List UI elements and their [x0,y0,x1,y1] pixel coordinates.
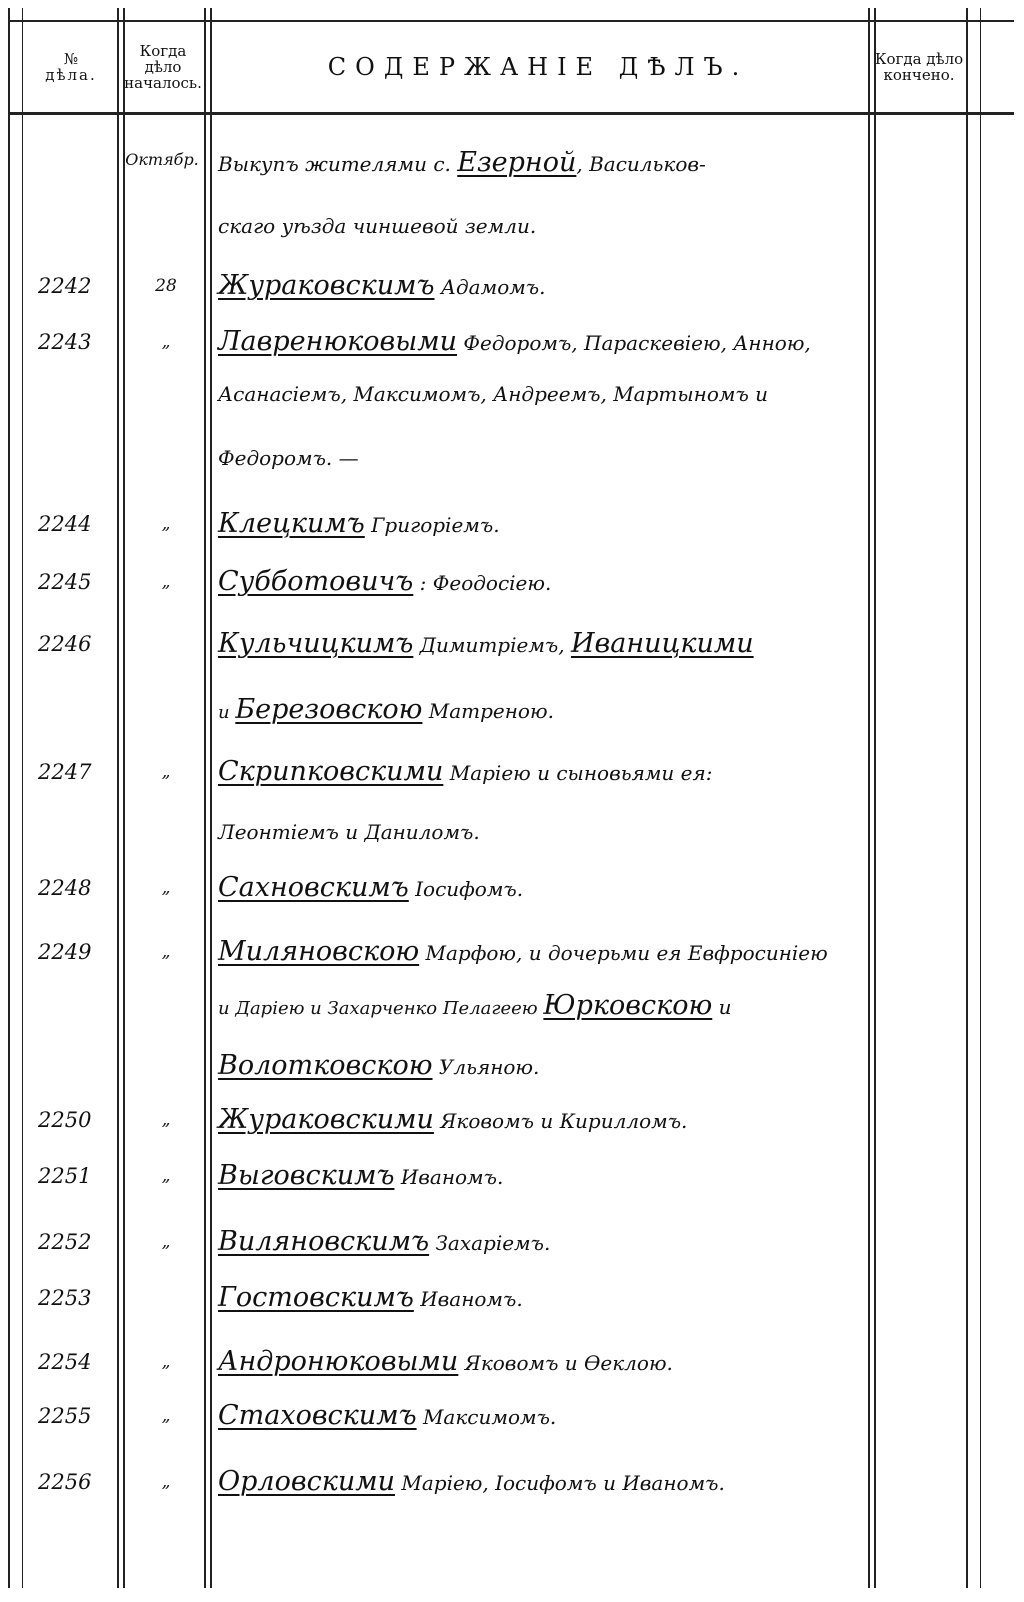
header-rule [8,112,1014,115]
entry-prefix: и [218,702,236,723]
header-number-cell [24,22,118,112]
entry-number: 2246 [38,632,92,656]
entry-surname: Виляновскимъ [218,1226,430,1257]
entry-surname: Жураковскими [218,1104,434,1135]
header-start-cell [122,22,204,112]
entry-details: и [718,995,732,1019]
entry-details: Адамомъ. [440,275,546,299]
entry-number: 2251 [38,1164,92,1188]
entry-start-date: „ [161,572,171,592]
entry-content-line [218,820,908,844]
entry-content-line [218,270,908,301]
header-end-cell [873,22,965,112]
entry-surname: Субботовичъ [218,566,414,597]
entry-start-date: „ [161,1406,171,1426]
entry-content-line [218,756,908,787]
entry-number: 2255 [38,1404,92,1428]
entry-details: Федоромъ, Параскевіею, Анною, [463,331,811,355]
entry-details: Димитріемъ, [419,633,565,657]
entry-number: 2249 [38,940,92,964]
entry-prefix: и Даріею и Захарченко Пелагеею [218,998,544,1019]
header-start-label: Когда дѣло началось. [124,42,202,92]
entry-start-date: „ [161,1232,171,1252]
intro-month: Октябр. [125,150,199,169]
entry-surname: Выговскимъ [218,1160,395,1191]
header-number-label: дѣла. [45,66,97,84]
entry-start-date: „ [161,878,171,898]
entry-start-date: „ [161,762,171,782]
entry-number: 2244 [38,512,92,536]
entry-surname: Сахновскимъ [218,872,409,903]
header-content-cell [210,22,866,112]
entry-surname: Орловскими [218,1466,395,1497]
entry-details: Захаріемъ. [435,1231,551,1255]
entry-surname: Андронюковыми [218,1346,459,1377]
entry-content-line [218,1050,908,1081]
entry-content-line [218,326,908,357]
entry-details: Максимомъ. [422,1405,557,1429]
entry-details: Маріею и сыновьями ея: [449,761,713,785]
entry-details: Матреною. [428,699,554,723]
entry-content-line [218,990,908,1021]
entry-details: Марфою, и дочерьми ея Евфросиніею [425,941,828,965]
entry-details: Федоромъ. — [218,446,359,470]
right-border [980,8,981,1588]
entry-surname: Лавренюковыми [218,326,458,357]
entry-content-line [218,446,908,470]
divider-start-content [204,8,212,1588]
entry-surname: Гостовскимъ [218,1282,414,1313]
entry-details: Иваномъ. [400,1165,504,1189]
left-inner-border [22,8,23,1588]
entry-details: Григоріемъ. [371,513,500,537]
entry-details: Ульяною. [438,1055,540,1079]
entry-surname: Кульчицкимъ [218,628,414,659]
entry-content-line [218,1282,908,1313]
entry-details: Иваномъ. [420,1287,523,1311]
entry-number: 2254 [38,1350,92,1374]
entry-number: 2245 [38,570,92,594]
entry-number: 2250 [38,1108,92,1132]
entry-start-date: „ [161,514,171,534]
entry-start-date: „ [161,1472,171,1492]
entry-start-date: „ [161,332,171,352]
entry-content-line [218,1466,908,1497]
entry-number: 2242 [38,274,92,298]
entry-surname: Березовскою [235,694,423,725]
entry-surname: Жураковскимъ [218,270,435,301]
entry-number: 2247 [38,760,92,784]
entry-number: 2253 [38,1286,92,1310]
entry-number: 2256 [38,1470,92,1494]
entry-details: Леонтіемъ и Даниломъ. [218,820,480,844]
left-border [8,8,10,1588]
intro-line-1: Выкупъ жителями с. Езерной, Васильков- [218,147,706,178]
entry-details: Іосифомъ. [415,877,524,901]
entry-content-line [218,628,908,659]
divider-end-margin [966,8,968,1588]
header-content-title: СОДЕРЖАНІЕ ДѢЛЪ. [327,53,749,81]
intro-line-2: скаго уѣзда чиншевой земли. [218,214,537,238]
entry-content-line [218,872,908,903]
entry-content-line [218,566,908,597]
entry-surname: Волотковскою [218,1050,433,1081]
entry-surname-second: Иваницкими [570,628,754,659]
entry-surname: Скрипковскими [218,756,444,787]
header-end-label: Когда дѣло кончено. [874,50,964,84]
entry-start-date: „ [161,1110,171,1130]
entry-details: Асанасіемъ, Максимомъ, Андреемъ, Мартыномъ и [218,382,769,406]
entry-content-line [218,382,908,406]
entry-content-line [218,936,908,967]
entry-number: 2248 [38,876,92,900]
intro-text-a: Выкупъ жителями с. [218,152,451,176]
entry-content-line [218,1226,908,1257]
entry-content-line [218,508,908,539]
entry-surname: Миляновскою [218,936,420,967]
entry-start-date: „ [161,1352,171,1372]
entry-start-date: 28 [155,276,177,296]
entry-surname: Стаховскимъ [218,1400,417,1431]
entry-content-line [218,1400,908,1431]
entry-content-line [218,1160,908,1191]
entry-number: 2252 [38,1230,92,1254]
entry-surname: Юрковскою [543,990,713,1021]
number-sign: № [63,50,79,68]
entry-details: Маріею, Іосифомъ и Иваномъ. [401,1471,725,1495]
entry-content-line [218,1104,908,1135]
entry-content-line [218,1346,908,1377]
entry-details: Яковомъ и Кирилломъ. [440,1109,688,1133]
entry-details: : Феодосіею. [419,571,552,595]
intro-text-b: Васильков- [589,152,706,176]
entry-start-date: „ [161,942,171,962]
entry-start-date: „ [161,1166,171,1186]
intro-village: Езерной [457,147,577,178]
entry-content-line [218,694,908,725]
entry-surname: Клецкимъ [218,508,365,539]
entry-details: Яковомъ и Ѳеклою. [464,1351,673,1375]
entry-number: 2243 [38,330,92,354]
